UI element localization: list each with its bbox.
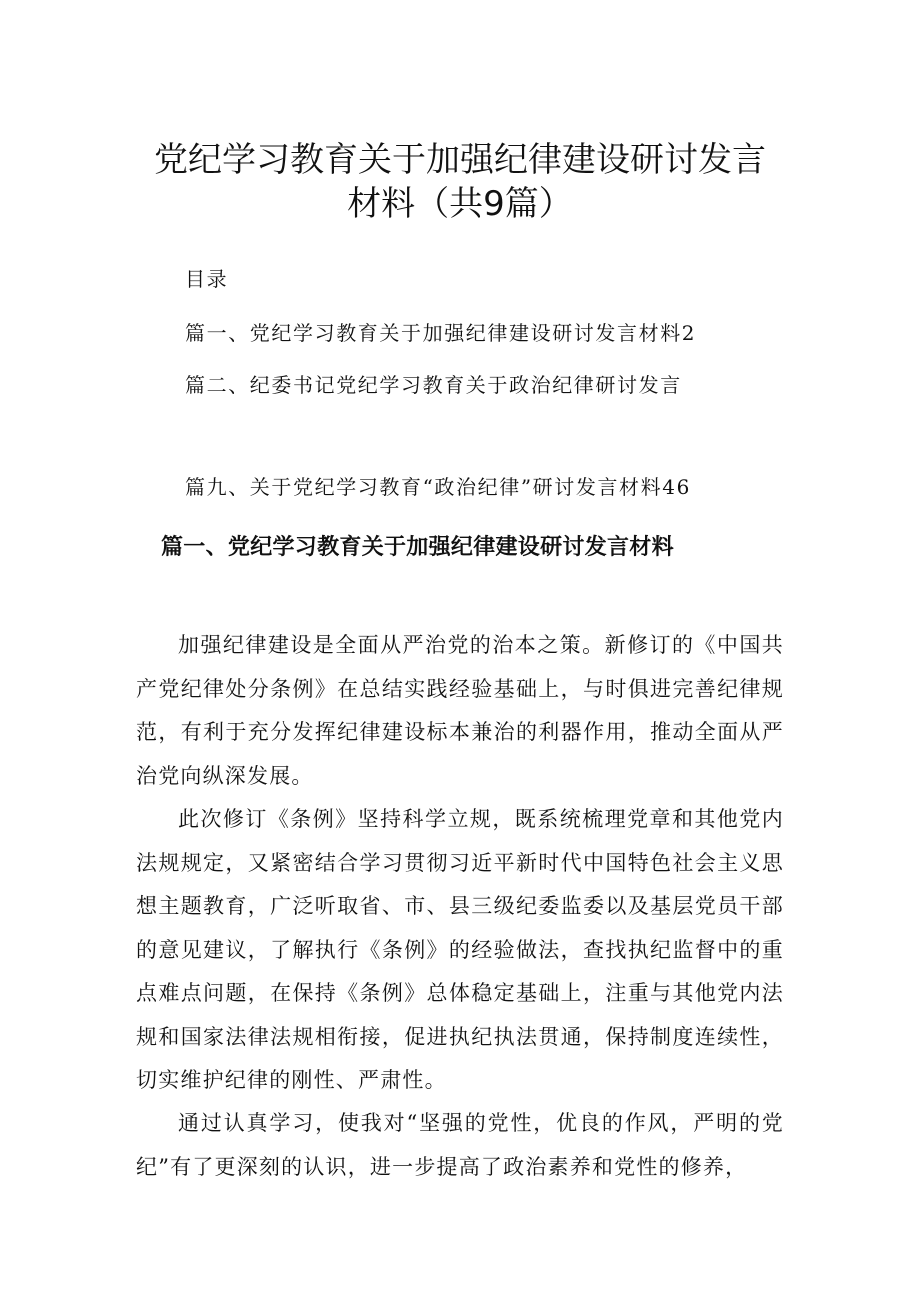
- body-paragraph: 加强纪律建设是全面从严治党的治本之策。新修订的《中国共产党纪律处分条例》在总结实践经验基础上，与时俱进完善纪律规范，有利于充分发挥纪律建设标本兼治的利器作用，推动全面从严治党向纵深发展。: [136, 633, 784, 788]
- toc-item: 篇二、纪委书记党纪学习教育关于政治纪律研讨发言: [185, 373, 682, 397]
- toc-label: 目录: [185, 267, 229, 291]
- document-title-line-1: 党纪学习教育关于加强纪律建设研讨发言: [154, 140, 766, 180]
- document-title-line-2: 材料（共9篇）: [347, 184, 573, 224]
- body-paragraph: 通过认真学习，使我对“坚强的党性，优良的作风，严明的党纪”有了更深刻的认识，进一步提高了政治素养和党性的修养，: [136, 1111, 784, 1179]
- toc-item: 篇一、党纪学习教育关于加强纪律建设研讨发言材料2: [185, 321, 697, 345]
- body-paragraph: 此次修订《条例》坚持科学立规，既系统梳理党章和其他党内法规规定，又紧密结合学习贯彻习近平新时代中国特色社会主义思想主题教育，广泛听取省、市、县三级纪委监委以及基层党员干部的意见建议，了解执行《条例》的经验做法，查找执纪监督中的重点难点问题，在保持《条例》总体稳定基础上，注重与其他党内法规和国家法律法规相衔接，促进执纪执法贯通，保持制度连续性，切实维护纪律的刚性、严肃性。: [136, 807, 784, 1092]
- toc-item: 篇九、关于党纪学习教育“政治纪律”研讨发言材料46: [185, 475, 691, 499]
- section-heading: 篇一、党纪学习教育关于加强纪律建设研讨发言材料: [161, 535, 674, 560]
